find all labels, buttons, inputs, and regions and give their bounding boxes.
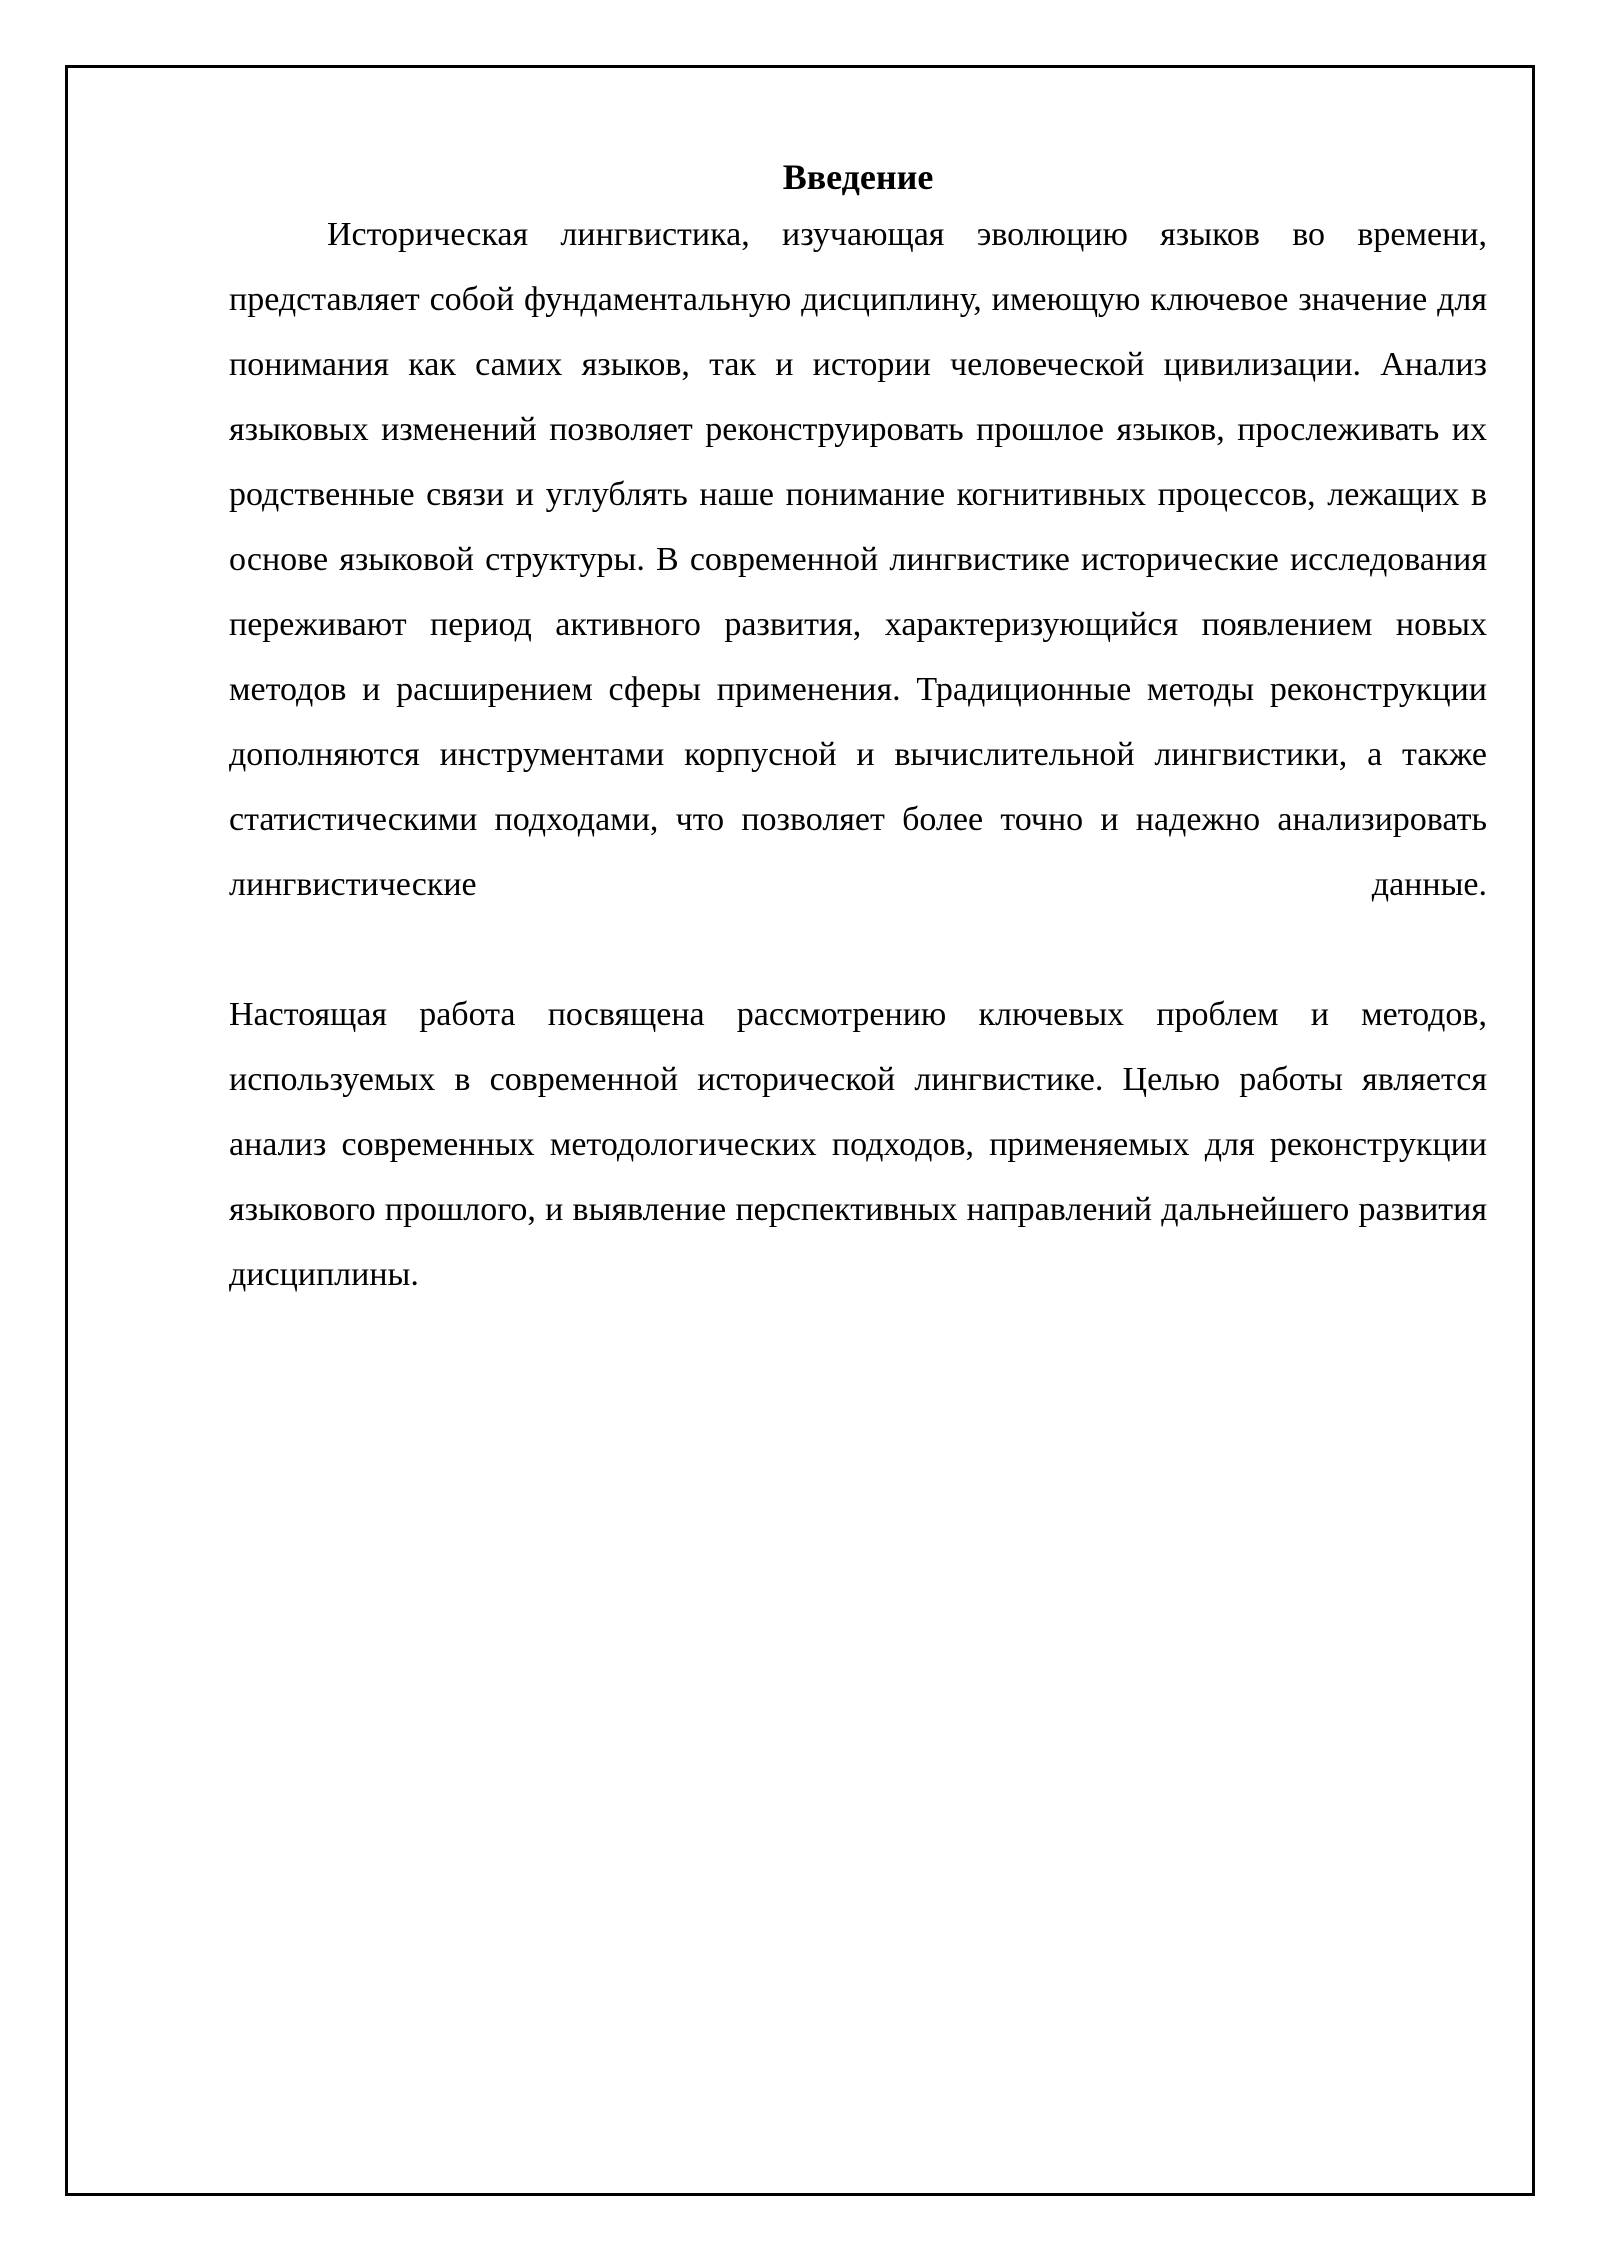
paragraph-gap xyxy=(229,917,1487,982)
document-body xyxy=(229,152,1487,1307)
paragraph-aim: Настоящая работа посвящена рассмотрению ключевых проблем и методов, используемых в современной исторической лингвистике. Целью работы является анализ современных методологических подходов, применяемых для реконструкции языкового прошлого, и выявление перспективных направлений дальнейшего развития дисциплины. xyxy=(229,996,1487,1293)
document-title: Введение xyxy=(782,157,934,197)
paragraph-intro: Историческая лингвистика, изучающая эволюцию языков во времени, представляет собой фундаментальную дисциплину, имеющую ключевое значение для понимания как самих языков, так и истории человеческой цивилизации. Анализ языковых изменений позволяет реконструировать прошлое языков, прослеживать их родственные связи и углублять наше понимание когнитивных процессов, лежащих в основе языковой структуры. В современной лингвистике исторические исследования переживают период активного развития, характеризующийся появлением новых методов и расширением сферы применения. Традиционные методы реконструкции дополняются инструментами корпусной и вычислительной лингвистики, а также статистическими подходами, что позволяет более точно и надежно анализировать лингвистические данные. xyxy=(229,216,1487,903)
